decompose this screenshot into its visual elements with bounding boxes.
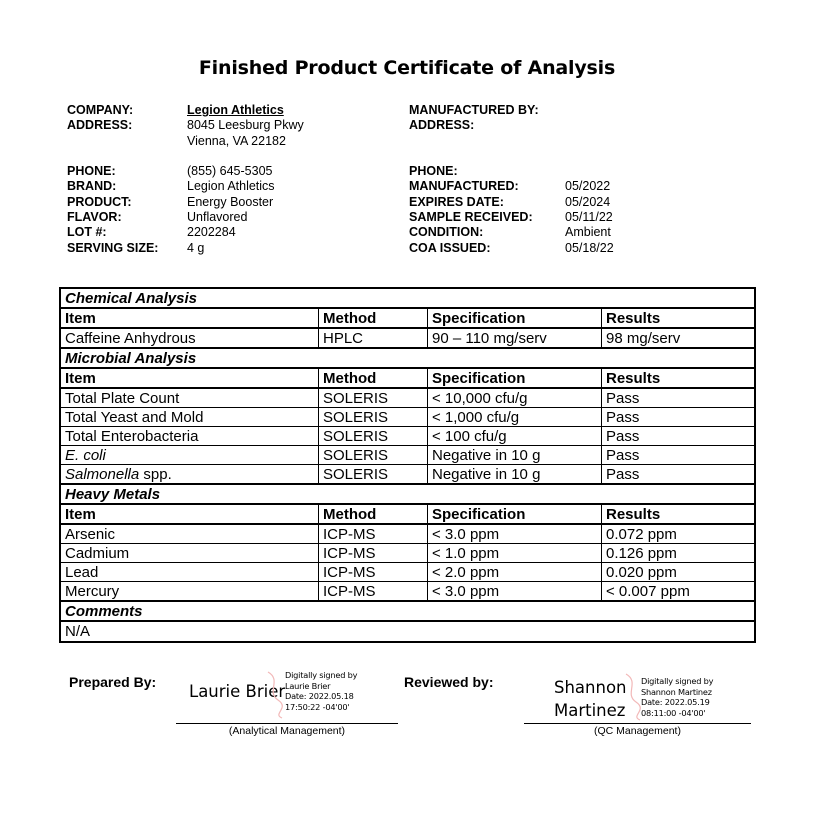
cell-method: SOLERIS: [319, 408, 428, 427]
header-specification: Specification: [428, 504, 602, 524]
sig-meta-line: Shannon Martinez: [641, 686, 712, 697]
signature-swirl-icon: [264, 670, 286, 720]
company-label: COMPANY:: [67, 103, 134, 117]
lot-value: 2202284: [187, 225, 236, 240]
section-title: Heavy Metals: [60, 484, 755, 504]
prepared-signature-line: [176, 723, 398, 724]
sig-meta-line: Date: 2022.05.18: [285, 691, 354, 701]
prepared-role: (Analytical Management): [228, 725, 346, 737]
page-title: Finished Product Certificate of Analysis: [198, 57, 616, 79]
manufactured-label: MANUFACTURED:: [409, 179, 519, 194]
cell-result: Pass: [602, 465, 756, 485]
table-row: [60, 388, 755, 408]
address-line1: 8045 Leesburg Pkwy: [187, 118, 304, 133]
header-method: Method: [319, 308, 428, 328]
section-row: [60, 348, 755, 368]
sample-received-label: SAMPLE RECEIVED:: [409, 209, 533, 224]
mfr-address-label: ADDRESS:: [409, 118, 475, 133]
cell-item: Arsenic: [60, 524, 319, 544]
cell-method: SOLERIS: [319, 427, 428, 446]
section-title: Microbial Analysis: [60, 348, 755, 368]
cell-item: Total Plate Count: [60, 388, 319, 408]
cell-specification: < 3.0 ppm: [428, 524, 602, 544]
cell-method: HPLC: [319, 328, 428, 348]
comments-value: N/A: [60, 621, 755, 642]
expires-label: EXPIRES DATE:: [409, 194, 504, 209]
reviewed-role: (QC Management): [594, 725, 681, 737]
cell-item-genus: Salmonella: [65, 465, 140, 483]
table-header-row: [60, 504, 755, 524]
cell-method: ICP-MS: [319, 524, 428, 544]
cell-item: Mercury: [60, 582, 319, 602]
cell-specification: < 100 cfu/g: [428, 427, 602, 446]
table-row: [60, 544, 755, 563]
sig-meta-line: Digitally signed by: [641, 676, 714, 686]
cell-item: E. coli: [60, 446, 319, 465]
header-method: Method: [319, 504, 428, 524]
table-row: [60, 427, 755, 446]
section-row: [60, 288, 755, 308]
prepared-signature-meta: [285, 670, 357, 712]
brand-value: Legion Athletics: [187, 179, 275, 194]
sample-received-value: 05/11/22: [565, 209, 613, 224]
prepared-signature-name: Laurie Brier: [189, 682, 286, 701]
table-row: [60, 563, 755, 582]
condition-label: CONDITION:: [409, 225, 484, 240]
cell-item: Lead: [60, 563, 319, 582]
coa-issued-label: COA ISSUED:: [409, 240, 491, 255]
cell-method: ICP-MS: [319, 582, 428, 602]
cell-specification: < 1.0 ppm: [428, 544, 602, 563]
phone-value: (855) 645-5305: [187, 164, 273, 178]
table-row: [60, 408, 755, 427]
header-item: Item: [60, 368, 319, 388]
cell-item-suffix: spp.: [139, 465, 172, 483]
analysis-table: [59, 287, 756, 643]
section-row: [60, 601, 755, 621]
table-header-row: [60, 368, 755, 388]
cell-result: Pass: [602, 388, 756, 408]
section-title: Comments: [60, 601, 755, 621]
cell-method: SOLERIS: [319, 388, 428, 408]
serving-size-label: SERVING SIZE:: [67, 240, 159, 255]
address-line2: Vienna, VA 22182: [187, 133, 286, 148]
product-value: Energy Booster: [187, 194, 274, 209]
table-row: [60, 524, 755, 544]
section-row: [60, 484, 755, 504]
sig-meta-line: Date: 2022.05.19: [641, 697, 710, 707]
cell-item: Total Enterobacteria: [60, 427, 319, 446]
manufacturer-info: [409, 103, 709, 263]
cell-result: 0.126 ppm: [602, 544, 756, 563]
sig-meta-line: 08:11:00 -04'00': [641, 707, 706, 718]
reviewed-by-label: Reviewed by:: [404, 674, 494, 690]
header-item: Item: [60, 504, 319, 524]
cell-specification: 90 – 110 mg/serv: [428, 328, 602, 348]
company-info: [67, 103, 387, 263]
cell-specification: < 10,000 cfu/g: [428, 388, 602, 408]
comments-row: [60, 621, 755, 642]
coa-issued-value: 05/18/22: [565, 240, 614, 255]
section-title: Chemical Analysis: [60, 288, 755, 308]
reviewed-signature-name: [554, 676, 627, 722]
flavor-label: FLAVOR:: [67, 209, 122, 224]
cell-result: 0.072 ppm: [602, 524, 756, 544]
table-header-row: [60, 308, 755, 328]
manufactured-value: 05/2022: [565, 179, 611, 194]
cell-specification: Negative in 10 g: [428, 446, 602, 465]
cell-item: Total Yeast and Mold: [60, 408, 319, 427]
manufactured-by-label: MANUFACTURED BY:: [409, 103, 539, 117]
reviewed-signature-meta: [641, 676, 713, 718]
cell-method: ICP-MS: [319, 563, 428, 582]
cell-result: Pass: [602, 446, 756, 465]
cell-method: SOLERIS: [319, 465, 428, 485]
table-row: [60, 446, 755, 465]
table-row: [60, 465, 755, 485]
cell-specification: < 2.0 ppm: [428, 563, 602, 582]
lot-label: LOT #:: [67, 225, 107, 240]
cell-item: Caffeine Anhydrous: [60, 328, 319, 348]
product-label: PRODUCT:: [67, 194, 132, 209]
cell-result: < 0.007 ppm: [602, 582, 756, 602]
cell-item: [60, 465, 319, 485]
brand-label: BRAND:: [67, 179, 117, 194]
header-results: Results: [602, 368, 756, 388]
sig-meta-line: Laurie Brier: [285, 680, 331, 691]
sig-meta-line: Digitally signed by: [285, 670, 358, 680]
cell-result: 0.020 ppm: [602, 563, 756, 582]
cell-method: SOLERIS: [319, 446, 428, 465]
phone-label: PHONE:: [67, 164, 116, 178]
cell-item: Cadmium: [60, 544, 319, 563]
header-results: Results: [602, 504, 756, 524]
flavor-value: Unflavored: [187, 209, 248, 224]
sig-meta-line: 17:50:22 -04'00': [285, 701, 350, 712]
cell-method: ICP-MS: [319, 544, 428, 563]
reviewed-name-line1: Shannon: [554, 678, 627, 697]
cell-result: 98 mg/serv: [602, 328, 756, 348]
reviewed-name-line2: Martinez: [554, 701, 626, 720]
mfr-phone-label: PHONE:: [409, 164, 458, 178]
cell-specification: Negative in 10 g: [428, 465, 602, 485]
header-results: Results: [602, 308, 756, 328]
header-method: Method: [319, 368, 428, 388]
serving-size-value: 4 g: [187, 240, 205, 255]
header-specification: Specification: [428, 368, 602, 388]
header-specification: Specification: [428, 308, 602, 328]
reviewed-signature-line: [524, 723, 751, 724]
prepared-by-label: Prepared By:: [69, 674, 157, 690]
header-item: Item: [60, 308, 319, 328]
table-row: [60, 328, 755, 348]
cell-specification: < 1,000 cfu/g: [428, 408, 602, 427]
cell-result: Pass: [602, 408, 756, 427]
table-row: [60, 582, 755, 602]
company-value: Legion Athletics: [187, 103, 284, 117]
expires-value: 05/2024: [565, 194, 611, 209]
cell-result: Pass: [602, 427, 756, 446]
address-label: ADDRESS:: [67, 118, 133, 133]
condition-value: Ambient: [565, 225, 611, 240]
cell-specification: < 3.0 ppm: [428, 582, 602, 602]
